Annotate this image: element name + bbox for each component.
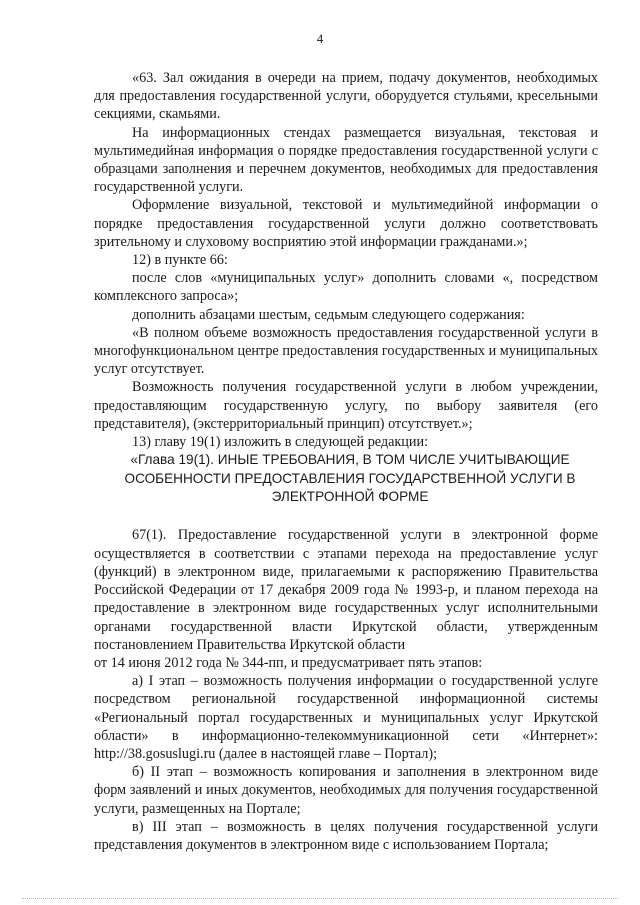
paragraph: дополнить абзацами шестым, седьмым следующего содержания: <box>132 306 525 323</box>
section-paragraph: а) I этап – возможность получения информации о государственной услуге посредством региональной государственной информационной системы «Региональный портал государственных и муниципальных услуг Иркутской области» в информационно-телекоммуникационной сети «Интернет»: http://38.gosuslugi.ru (далее в настоящей главе – Портал); <box>94 673 598 762</box>
section-paragraph: 67(1). Предоставление государственной услуги в электронной форме осуществляется в соответствии с этапами перехода на предоставление услуг (функций) в электронном виде, прилагаемыми к распоряжению Правительства Российской Федерации от 17 декабря 2009 года № 1993-р, и планом перехода на предоставление в электронном виде государственных услуг исполнительными органами государственной власти Иркутской области, утвержденным постановлением Правительства Иркутской области <box>94 527 598 653</box>
paragraph: Оформление визуальной, текстовой и мультимедийной информации о порядке предоставления государственной услуги должно соответствовать зрительному и слуховому восприятию этой информации гражданами.»; <box>94 197 598 250</box>
document-body <box>94 69 598 854</box>
page-number: 4 <box>316 31 324 46</box>
paragraph: Возможность получения государственной услуги в любом учреждении, предоставляющим государственную услугу, по выбору заявителя (его представителя), (экстерриториальный принцип) отсутствует.»; <box>94 379 598 432</box>
section-paragraph: от 14 июня 2012 года № 344-пп, и предусматривает пять этапов: <box>94 654 483 671</box>
section-paragraph: в) III этап – возможность в целях получения государственной услуги представления документов в электронном виде с использованием Портала; <box>94 818 598 853</box>
paragraph: «63. Зал ожидания в очереди на прием, подачу документов, необходимых для предоставления государственной услуги, оборудуется стульями, кресельными секциями, скамьями. <box>94 70 598 123</box>
paragraph: 13) главу 19(1) изложить в следующей редакции: <box>132 434 429 451</box>
section-paragraph: б) II этап – возможность копирования и заполнения в электронном виде форм заявлений и иных документов, необходимых для получения государственной услуги, размещенных на Портале; <box>94 764 598 817</box>
paragraph: после слов «муниципальных услуг» дополнить словами «, посредством комплексного запроса»; <box>94 270 598 305</box>
paragraph: 12) в пункте 66: <box>132 252 228 269</box>
footer-divider <box>22 898 618 900</box>
paragraph: На информационных стендах размещается визуальная, текстовая и мультимедийная информация о порядке предоставления государственной услуги с образцами заполнения и перечнем документов, необходимых для предоставления государственной услуги. <box>94 124 598 196</box>
paragraph: «В полном объеме возможность предоставления государственной услуги в многофункциональном центре предоставления государственных и муниципальных услуг отсутствует. <box>94 324 598 378</box>
chapter-heading: «Глава 19(1). ИНЫЕ ТРЕБОВАНИЯ, В ТОМ ЧИСЛЕ УЧИТЫВАЮЩИЕ ОСОБЕННОСТИ ПРЕДОСТАВЛЕНИЯ ГОСУДАРСТВЕННОЙ УСЛУГИ В ЭЛЕКТРОННОЙ ФОРМЕ <box>124 452 576 505</box>
